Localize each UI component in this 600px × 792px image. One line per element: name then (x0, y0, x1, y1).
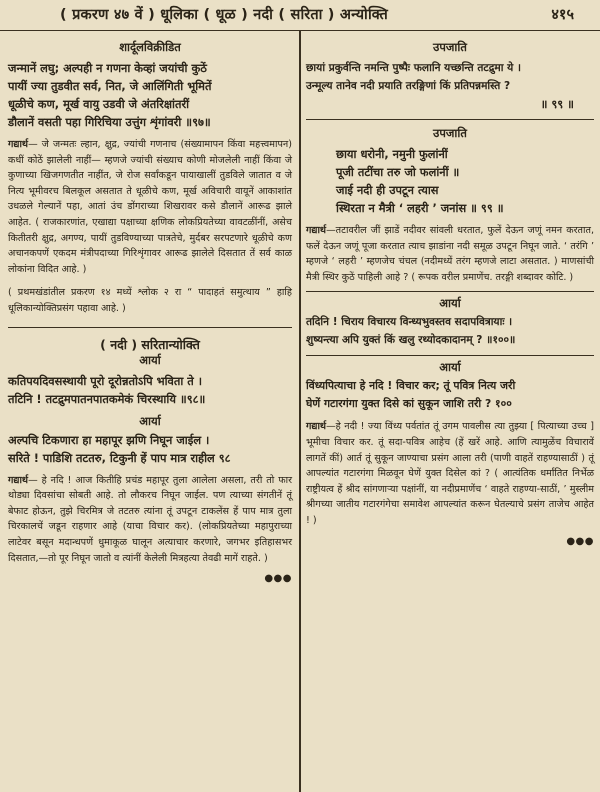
commentary-text: — जे जन्मतः ल्हान, क्षुद्र, ज्यांची गणनाच (संख्यामापन किंवा महत्त्वमापन) कधीं कोठें झालेली नाहीं— म्हणजे ज्यांची संख्याच कोणी मोजलेली नाहीं किंवा जे कुणाच्या खिजगणतीत नाहींत, जे रोज सर्वांकडून पायाखालीं तुडविले जातात व जे नित्य भूमीवरच बिलकूल असतात ते धूळीचे कण, मूर्ख अविचारी वायूनें आकाशांत उधळले गेल्यानें पहा, आतां उंच डोंगराच्या शिखरावर कसे डौलानें आरूढ झाले आहेत. ( राजकारणांत, एखाद्या पक्षाच्या क्षणिक लोकप्रियतेच्या वावटळींनीं, असेच कितीतरी क्षुद्र, अगण्य, पायीं तुडविण्याच्या पात्रतेचे, मुर्दबर सरपटणारे धूळीचे कण अचानकपणें एकदम मंत्रीपदाच्या गिरिशृंगावर आरूढ झालेले दिसतात तें सर्व काळ लोकांना विदित आहे. ) (8, 139, 292, 275)
verse-line: पूजी तटींचा तरु जो फलांनीं ॥ (336, 165, 460, 179)
verse-100-sanskrit (306, 313, 594, 349)
verse-line: पायीं ज्या तुडवीत सर्व, नित, जे आलिंगिती भूमितें (8, 79, 212, 93)
page-number: ४१५ (551, 7, 574, 23)
gadyartha-label: गद्यार्थ (306, 421, 327, 433)
gadyartha-label: गद्यार्थ (8, 139, 29, 150)
section-title: ( नदी ) सरितान्योक्ति (100, 336, 200, 352)
dots-icon: ●●● (264, 573, 292, 585)
meter-heading: आर्या (439, 296, 461, 311)
meter-heading: आर्या (139, 413, 161, 428)
verse-line: उन्मूल्य तानेव नदी प्रयाति तरङ्गिणां किं प्रतिपन्नमस्ति ? (306, 80, 511, 92)
commentary-text: —तटावरील जीं झाडें नदीवर सांवली धरतात, फुलें देऊन जणूं नमन करतात, फलें देऊन जणूं पूजा करतात त्याच झाडांना नदी समूळ उपटून निघून जाते. ‘ तरंगि ’ म्हणजे ‘ लहरी ’ म्हणजेच चंचल (नदीमध्यें तरंग म्हणजे लाटा असतात. ) माणसांची मैत्री स्थिर कुठें पाहिली आहे ? ( रूपक वरील प्रमाणेंच. तरङ्गी शब्दावर कोटि. ) (306, 225, 594, 283)
verse-line: अल्पचि टिकणारा हा महापूर झणि निघून जाईल । (8, 432, 210, 447)
verse-line: धूळीचे कण, मूर्ख वायु उडवी जे अंतरिक्षांतरीं (8, 97, 190, 111)
verse-line: शुष्यन्त्या अपि युक्तं किं खलु रथ्योदकादानम् ? ॥१००॥ (306, 334, 516, 347)
ornament-dots (8, 566, 292, 585)
verse-line: स्थिरता न मैत्री ‘ लहरी ’ जनांस ॥ ९९ ॥ (336, 201, 504, 215)
meter-heading: शार्दूलविक्रीडित (119, 40, 181, 54)
verse-number: ॥ ९९ ॥ (540, 97, 574, 111)
verse-98-marathi (8, 431, 292, 467)
commentary-text: — हे नदि ! आज कितीहि प्रचंड महापूर तुला आलेला असला, तरी तो फार थोड्या दिवसांचा सोबती आहे. तो लौकरच निघून जाईल. पण त्याच्या संगतीनें तूं बेफाट होऊन, तुझे चिरमित्र जे तटतरु त्यांना तूं उपटून टाकलेंस हें पाप मात्र तुला चिरकालचें जडून राहणार आहे (याचा विचार कर). (लोकप्रियतेच्या महापुराच्या लाटेवर बसून मदान्धपणें धुमाकूळ घालून अत्याचार करणारे, जगभर इतिहासभर दिसतात,—तो पूर निघून जातो व त्यांनीं केलेली मित्रहत्या तेवढी मागें राहते. ) (8, 474, 292, 564)
left-column (8, 30, 292, 585)
page-header (0, 0, 600, 31)
meter-heading: आर्या (139, 352, 161, 367)
verse-line: छाया धरोनी, नमुनी फुलांनीं (336, 147, 448, 161)
verse-line: तदिनि ! चिराय विचारय विन्ध्यभुवस्तव सदापवित्रायाः । (306, 316, 513, 329)
verse-line: डौलानें वसती पहा गिरिचिया उत्तुंग शृंगांवरी ॥९७॥ (8, 115, 211, 129)
column-divider (299, 30, 301, 792)
section-rule (306, 355, 594, 356)
verse-line: विंध्यपित्याचा हे नदि ! विचार कर; तूं पवित्र नित्य जरी (306, 379, 516, 393)
meter-heading: उपजाति (433, 40, 467, 54)
commentary-97 (8, 137, 292, 277)
section-rule (8, 327, 292, 328)
commentary-100 (306, 419, 594, 528)
gadyartha-label: गद्यार्थ (306, 225, 327, 236)
cross-reference-note: ( प्रथमखंडांतील प्रकरण १४ मध्यें श्लोक २ रा “ पादाहतं समुत्थाय ” हाहि धूलिकान्योक्तिप्रसंग पहावा आहे. ) (8, 287, 292, 314)
verse-line: कतिपयदिवसस्थायी पूरो दूरोन्नतोऽपि भविता ते । (8, 373, 203, 388)
section-rule (306, 119, 594, 120)
meter-heading: उपजाति (433, 126, 467, 140)
verse-100-marathi (306, 377, 594, 413)
verse-99-sanskrit (306, 59, 594, 113)
verse-line: सरिते ! पाडिशि तटतरु, टिकुनी हें पाप मात्र राहील ९८ (8, 450, 231, 465)
verse-98-sanskrit (8, 372, 292, 408)
section-rule (306, 291, 594, 292)
dots-icon: ●●● (566, 535, 594, 547)
right-column (306, 30, 594, 548)
verse-line: जन्मानें लघु; अल्पही न गणना केव्हां जयांची कुठें (8, 61, 207, 75)
ornament-dots (306, 529, 594, 548)
commentary-98 (8, 473, 292, 567)
gadyartha-label: गद्यार्थ (8, 474, 29, 486)
verse-line: घेणें गटारगंगा युक्त दिसे कां सुकून जाशि तरी ? १०० (306, 397, 512, 411)
verse-line: तटिनि ! तटद्रुमपातनपातकमेकं चिरस्थायि ॥९८॥ (8, 391, 206, 406)
commentary-99 (306, 223, 594, 285)
verse-97 (8, 59, 292, 131)
verse-line: छायां प्रकुर्वन्ति नमन्ति पुष्पैः फलानि यच्छन्ति तटद्रुमा ये । (306, 62, 521, 74)
verse-99-marathi (306, 145, 594, 217)
verse-line: जाई नदी ही उपटून त्यास (336, 183, 439, 197)
meter-heading: आर्या (439, 360, 461, 375)
commentary-text: —हे नदी ! ज्या विंध्य पर्वतांत तूं उगम पावलीस त्या तुझ्या [ पित्याच्या उच्च ] भूमीचा विचार कर. तूं सदा-पवित्र आहेच (हें खरें आहे. आणि त्यामुळेंच विचारावें लागतें कीं) आर्त तूं सुकून जाण्याचा प्रसंग आला तरी (पाणी वाहतें राहण्यासाठीं ) तूं आपल्यांत गटारगंगा मिळवून घेणें युक्त दिसेल कां ? ( आत्यंतिक धर्मांतित निर्भेळ राष्ट्रीयत्व हें श्रीद सांगणाऱ्या पक्षांनीं, या नदीप्रमाणेंच ‘ वाहते राहण्या-साठीं, ’ मुस्लीम श्रीगच्या जातीय गटारगंगेचा समावेश आपल्यांत करून घेतल्याचे प्रसंग ताजेच आहेत ! ) (306, 421, 594, 526)
page-running-title: ( प्रकरण ४७ वें ) धूलिका ( धूळ ) नदी ( सरिता ) अन्योक्ति (60, 7, 388, 23)
